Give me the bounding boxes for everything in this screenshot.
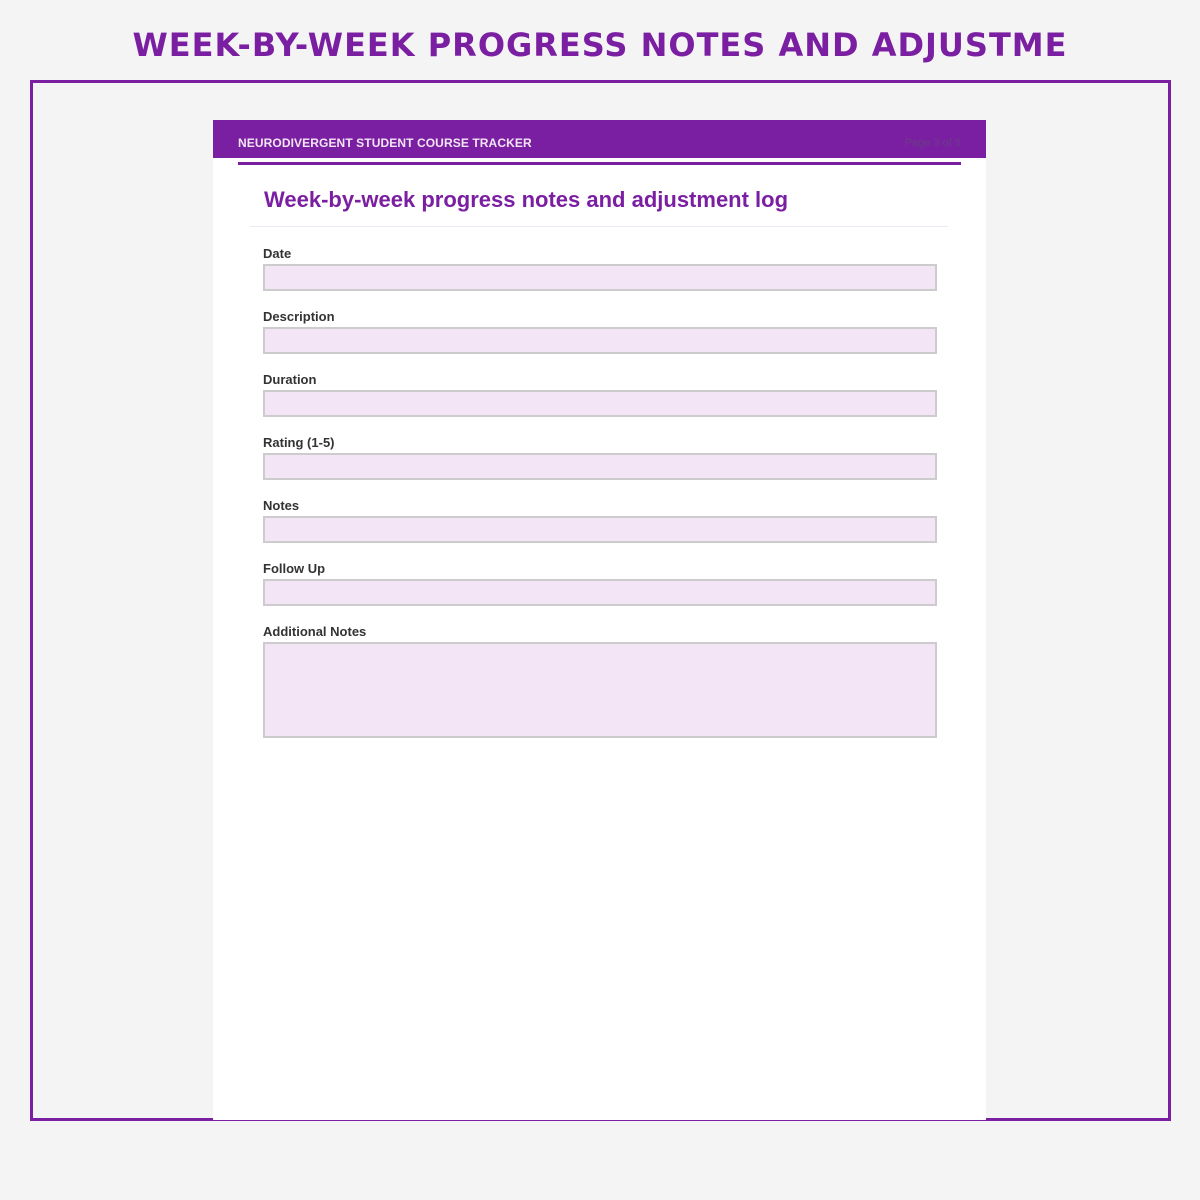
rating-input[interactable] [263,453,937,480]
notes-input[interactable] [263,516,937,543]
field-label-description: Description [263,309,335,324]
field-additional-notes [263,624,937,738]
date-input[interactable] [263,264,937,291]
description-input[interactable] [263,327,937,354]
field-follow-up [263,561,937,606]
field-label-follow-up: Follow Up [263,561,326,576]
section-title: Week-by-week progress notes and adjustment log [264,187,789,212]
tracker-name: NEURODIVERGENT STUDENT COURSE TRACKER [238,136,532,150]
field-label-rating: Rating (1-5) [263,435,335,450]
page-header [213,120,986,158]
document-page [213,120,986,1120]
field-date [263,246,937,291]
field-description [263,309,937,354]
title-divider [250,226,948,227]
header-rule [238,162,961,165]
field-rating [263,435,937,480]
field-label-additional-notes: Additional Notes [263,624,367,639]
field-label-duration: Duration [263,372,317,387]
page-indicator: Page 3 of 5 [904,137,961,149]
banner-title: WEEK-BY-WEEK PROGRESS NOTES AND ADJUSTME [132,26,1068,64]
additional-notes-textarea[interactable] [263,642,937,738]
follow-up-input[interactable] [263,579,937,606]
field-label-notes: Notes [263,498,300,513]
duration-input[interactable] [263,390,937,417]
field-notes [263,498,937,543]
field-label-date: Date [263,246,292,261]
field-duration [263,372,937,417]
